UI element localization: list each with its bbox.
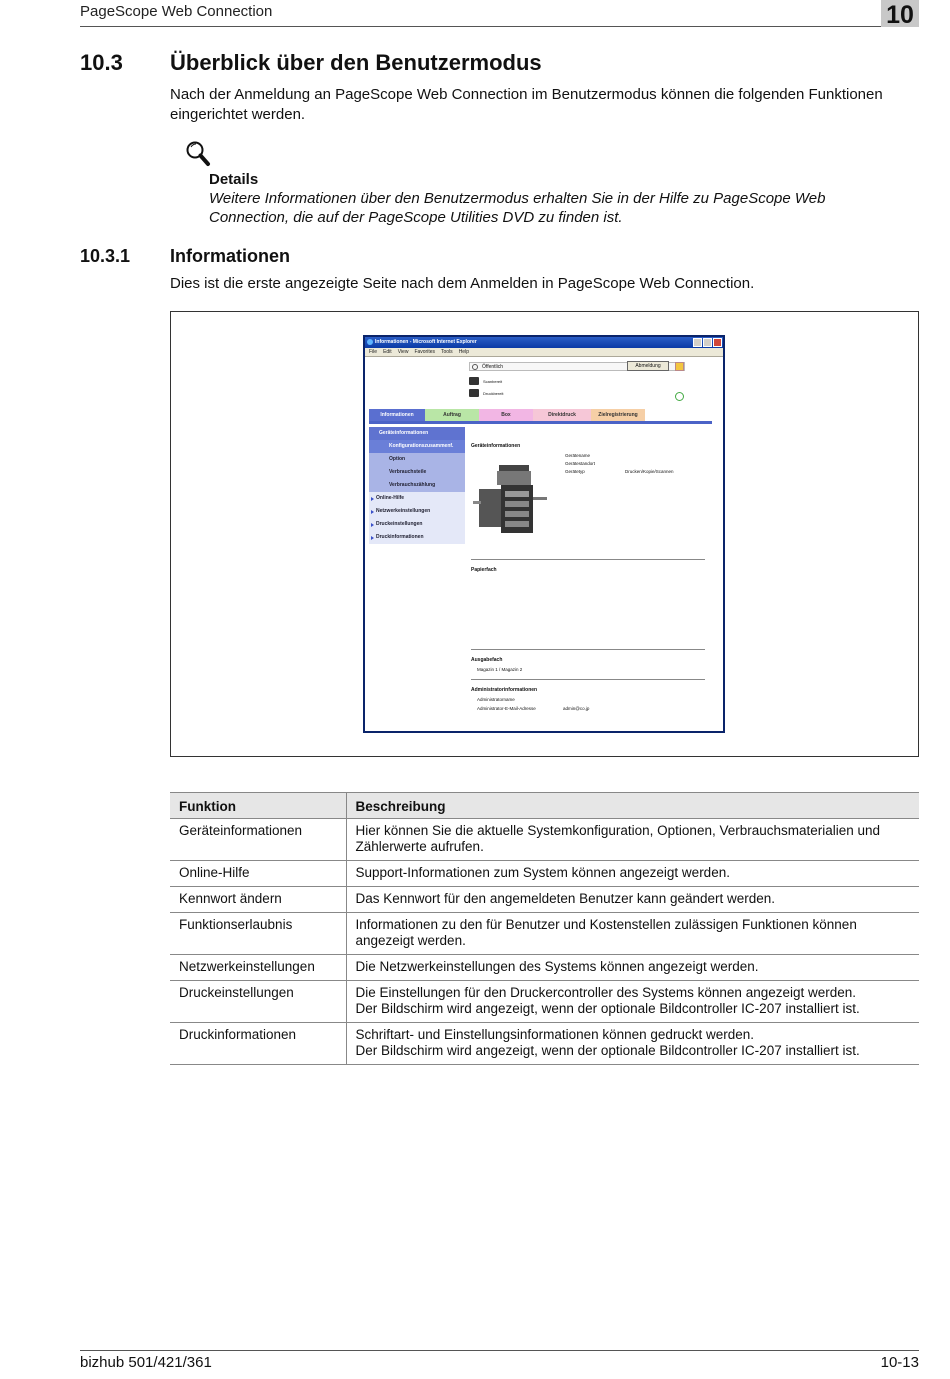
section-number: 10.3 bbox=[80, 50, 123, 75]
printer-icon bbox=[469, 389, 479, 397]
menu-file[interactable]: File bbox=[369, 349, 378, 355]
section-title: Überblick über den Benutzermodus bbox=[170, 50, 542, 75]
divider bbox=[471, 679, 705, 680]
arrow-icon bbox=[371, 536, 374, 540]
tab-zielregistrierung[interactable]: Zielregistrierung bbox=[591, 409, 645, 421]
page-footer bbox=[80, 1350, 919, 1371]
table-row: Funktionserlaubnis Informationen zu den für Benutzer und Kostenstellen zulässigen Funktionen können angezeigt werden. bbox=[170, 913, 919, 955]
col-funktion: Funktion bbox=[170, 793, 346, 819]
tab-box[interactable]: Box bbox=[479, 409, 533, 421]
device-type-row: Gerätetyp Drucken/Kopie/Scannen bbox=[565, 469, 674, 474]
footer-page-number: 10-13 bbox=[880, 1354, 919, 1371]
subsection-text: Dies ist die erste angezeigte Seite nach dem Anmelden in PageScope Web Connection. bbox=[170, 275, 755, 292]
divider bbox=[471, 559, 705, 560]
user-name: Öffentlich bbox=[482, 364, 504, 370]
nav-item-verbrauchsteile[interactable]: Verbrauchsteile bbox=[369, 466, 465, 479]
close-button[interactable] bbox=[713, 338, 722, 347]
header-title: PageScope Web Connection bbox=[80, 3, 273, 20]
nav-item-online-hilfe[interactable]: Online-Hilfe bbox=[369, 492, 465, 505]
minimize-button[interactable] bbox=[693, 338, 702, 347]
nav-item-verbrauchszaehlung[interactable]: Verbrauchszählung bbox=[369, 479, 465, 492]
browser-content: Öffentlich Abmeldung Scanbereit Druckbereit Informationen Auftrag Box Direktdruck Zielregistrierung Geräteinformationen Konfigurationszusammenf. Option Verbrauchsteile Verbrauchszählung Online-Hilfe Netzwerkeinstellungen Druckeinstellungen Druckinformationen Geräteinformationen Gerätename Gerätestandort Gerätetyp Drucken/Kopie/Scannen Papierfach Ausgabefach Magazin 1 / Magazin 2 Administratorinformationen Administratorname Administrator-E-Mail-Adresse admin@co.jp bbox=[365, 357, 723, 731]
table-row: Netzwerkeinstellungen Die Netzwerkeinstellungen des Systems können angezeigt werden. bbox=[170, 955, 919, 981]
table-row: Druckinformationen Schriftart- und Einstellungsinformationen können gedruckt werden. Der Bildschirm wird angezeigt, wenn der optionale Bildcontroller IC-207 installiert ist. bbox=[170, 1023, 919, 1065]
menu-favorites[interactable]: Favorites bbox=[414, 349, 435, 355]
nav-item-druckeinstellungen[interactable]: Druckeinstellungen bbox=[369, 518, 465, 531]
details-title: Details bbox=[209, 171, 259, 188]
device-name-row: Gerätename bbox=[565, 453, 591, 458]
tab-direktdruck[interactable]: Direktdruck bbox=[533, 409, 591, 421]
tab-informationen[interactable]: Informationen bbox=[369, 409, 425, 421]
ie-icon bbox=[367, 339, 373, 345]
window-titlebar bbox=[365, 337, 723, 348]
admin-mail-row: Administrator-E-Mail-Adresse admin@co.jp bbox=[477, 706, 590, 711]
nav-item-option[interactable]: Option bbox=[369, 453, 465, 466]
nav-item-konfiguration[interactable]: Konfigurationszusammenf. bbox=[369, 440, 465, 453]
magnifier-icon bbox=[185, 140, 211, 168]
screenshot-figure bbox=[170, 311, 919, 757]
arrow-icon bbox=[371, 497, 374, 501]
tab-bar bbox=[369, 409, 645, 421]
browser-window bbox=[363, 335, 725, 733]
menu-edit[interactable]: Edit bbox=[383, 349, 392, 355]
col-beschreibung: Beschreibung bbox=[346, 793, 919, 819]
divider bbox=[471, 649, 705, 650]
table-row: Online-Hilfe Support-Informationen zum System können angezeigt werden. bbox=[170, 861, 919, 887]
tab-auftrag[interactable]: Auftrag bbox=[425, 409, 479, 421]
output-tray-value: Magazin 1 / Magazin 2 bbox=[477, 667, 523, 672]
logout-button[interactable]: Abmeldung bbox=[627, 361, 669, 371]
scanner-icon bbox=[469, 377, 479, 385]
menu-view[interactable]: View bbox=[397, 349, 409, 355]
menu-tools[interactable]: Tools bbox=[441, 349, 453, 355]
user-icon bbox=[472, 364, 478, 370]
nav-item-druckinformationen[interactable]: Druckinformationen bbox=[369, 531, 465, 544]
section-intro: Nach der Anmeldung an PageScope Web Connection im Benutzermodus können die folgenden Funktionen eingerichtet werden. bbox=[170, 86, 883, 123]
divider bbox=[471, 731, 705, 733]
subsection-number: 10.3.1 bbox=[80, 246, 131, 266]
footer-model: bizhub 501/421/361 bbox=[80, 1354, 212, 1371]
nav-item-netzwerk[interactable]: Netzwerkeinstellungen bbox=[369, 505, 465, 518]
admin-title: Administratorinformationen bbox=[471, 687, 538, 693]
table-row: Druckeinstellungen Die Einstellungen für den Druckercontroller des Systems können angezeigt werden. Der Bildschirm wird angezeigt, wenn der optionale Bildcontroller IC-207 installiert ist. bbox=[170, 981, 919, 1023]
page-header bbox=[80, 0, 919, 27]
maximize-button[interactable] bbox=[703, 338, 712, 347]
table-row: Kennwort ändern Das Kennwort für den angemeldeten Benutzer kann geändert werden. bbox=[170, 887, 919, 913]
paper-tray-title: Papierfach bbox=[471, 567, 497, 573]
output-tray-title: Ausgabefach bbox=[471, 657, 503, 663]
arrow-icon bbox=[371, 510, 374, 514]
admin-name-row: Administratorname bbox=[477, 697, 515, 702]
table-header-row bbox=[170, 793, 919, 819]
side-nav bbox=[369, 427, 465, 544]
refresh-icon[interactable] bbox=[675, 392, 684, 401]
main-title: Geräteinformationen bbox=[471, 443, 521, 449]
table-row: Geräteinformationen Hier können Sie die aktuelle Systemkonfiguration, Optionen, Verbrauchsmaterialien und Zählerwerte aufrufen. bbox=[170, 819, 919, 861]
window-title: Informationen - Microsoft Internet Explorer bbox=[375, 339, 477, 345]
printer-image bbox=[471, 461, 551, 541]
menu-bar bbox=[365, 348, 723, 357]
function-table bbox=[170, 792, 919, 1065]
tab-underline bbox=[369, 421, 712, 424]
menu-help[interactable]: Help bbox=[458, 349, 469, 355]
chapter-number: 10 bbox=[881, 0, 919, 27]
device-location-row: Gerätestandort bbox=[565, 461, 596, 466]
subsection-title: Informationen bbox=[170, 246, 290, 266]
details-text: Weitere Informationen über den Benutzermodus erhalten Sie in der Hilfe zu PageScope Web Connection, die auf der PageScope Utilities DVD zu finden ist. bbox=[209, 190, 826, 226]
nav-item-geraeteinformationen[interactable]: Geräteinformationen bbox=[369, 427, 465, 440]
help-icon[interactable] bbox=[675, 362, 684, 371]
arrow-icon bbox=[371, 523, 374, 527]
